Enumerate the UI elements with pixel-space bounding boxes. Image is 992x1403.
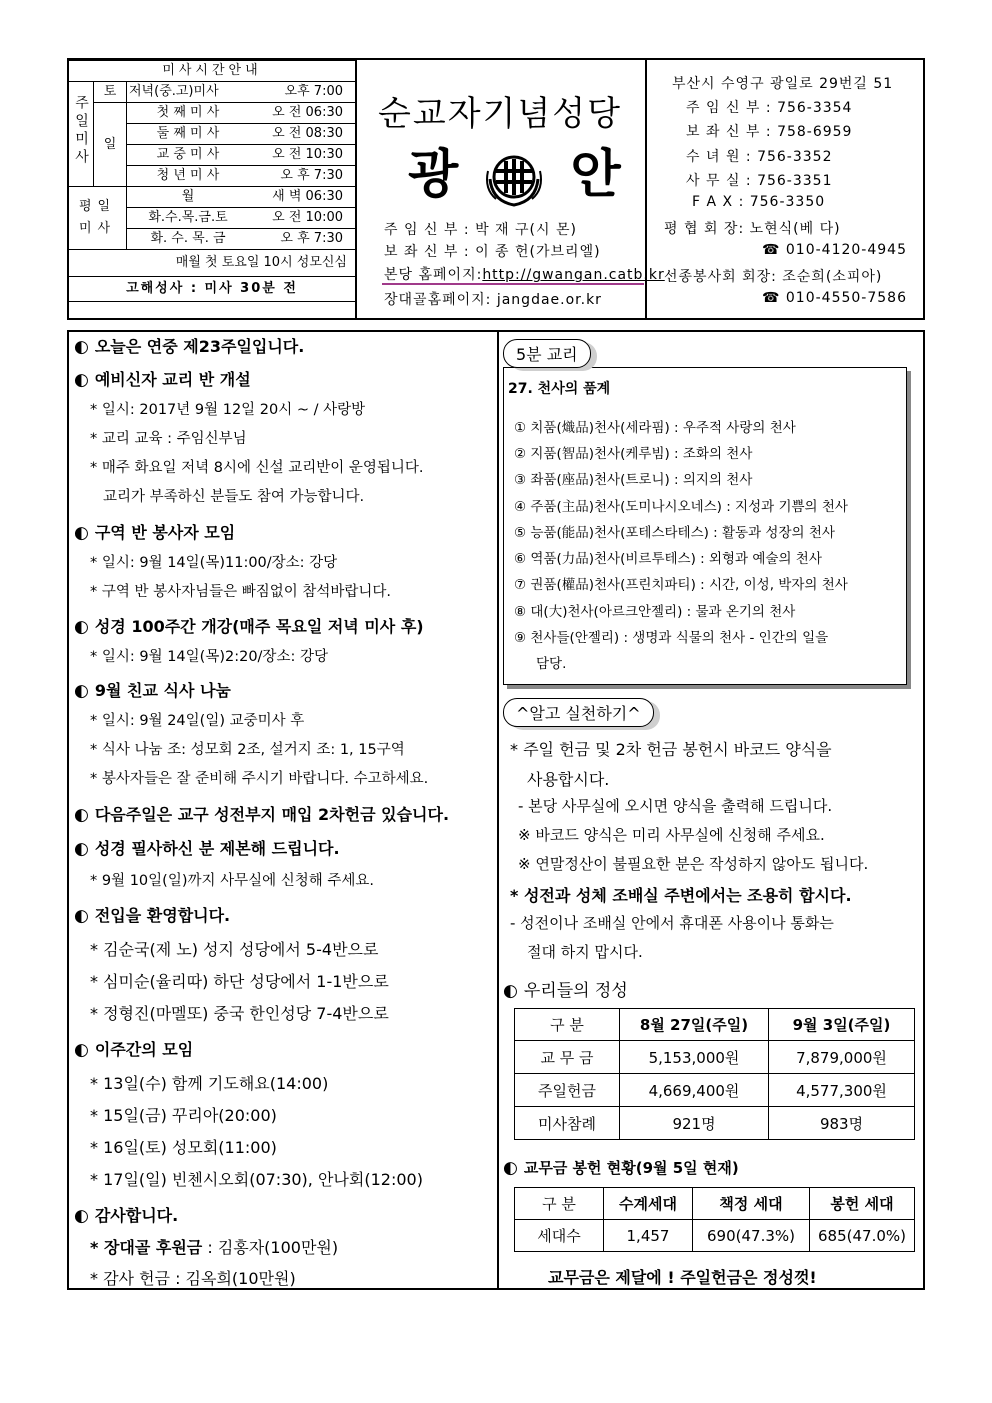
offering-cell: 미사참례 bbox=[515, 1107, 620, 1140]
section-diocese: ◐ 교무금 봉헌 현황(9월 5일 현재) bbox=[503, 1158, 739, 1178]
offering-cell: 5,153,000원 bbox=[620, 1041, 769, 1074]
mass-row-7: 화. 수. 목. 금 오 후 7:30 bbox=[127, 229, 356, 250]
catechism-item: ① 치품(熾品)천사(세라핌) : 우주적 사랑의 천사 bbox=[514, 420, 796, 436]
catechism-item: 담당. bbox=[536, 656, 567, 672]
welcome-item: * 김순국(제 노) 성지 성당에서 5-4반으로 bbox=[90, 940, 379, 959]
catechumen-item: * 일시: 2017년 9월 12일 20시 ~ / 사랑방 bbox=[90, 402, 366, 418]
church-title: 순교자기념성당 bbox=[378, 94, 622, 134]
practice-line: ※ 연말정산이 불필요한 분은 작성하지 않아도 됩니다. bbox=[518, 855, 869, 873]
catechism-item: ⑤ 능품(能品)천사(포테스타테스) : 활동과 성장의 천사 bbox=[514, 525, 835, 541]
catechism-item: ⑧ 대(大)천사(아르크안젤리) : 물과 온기의 천사 bbox=[514, 604, 796, 620]
diocese-cell: 세대수 bbox=[515, 1220, 604, 1252]
diocese-header: 봉헌 세대 bbox=[810, 1188, 915, 1220]
jangdae-homepage: 장대골홈페이지: jangdae.or.kr bbox=[384, 292, 602, 308]
mass-row-3: 교 중 미 사 오 전 10:30 bbox=[127, 145, 356, 166]
assistant-phone: 보 좌 신 부 : 758-6959 bbox=[686, 124, 853, 140]
mass-row-4: 청 년 미 사 오 후 7:30 bbox=[127, 166, 356, 187]
table-row bbox=[515, 1107, 915, 1140]
saturday-label: 토 bbox=[94, 82, 127, 103]
section-welcome: ◐ 전입을 환영합니다. bbox=[74, 906, 231, 926]
table-row bbox=[515, 1074, 915, 1107]
section-sunday: ◐ 오늘은 연중 제23주일입니다. bbox=[74, 337, 305, 357]
offering-cell: 921명 bbox=[620, 1107, 769, 1140]
section-district: ◐ 구역 반 봉사자 모임 bbox=[74, 523, 236, 543]
church-address: 부산시 수영구 광일로 29번길 51 bbox=[672, 76, 894, 92]
sunday-label: 주일미사 bbox=[69, 82, 94, 187]
catechism-title: 27. 천사의 품계 bbox=[508, 381, 611, 397]
mass-row-0: 저녁(중.고)미사 오후 7:00 bbox=[127, 82, 356, 103]
catechism-item: ⑥ 역품(力品)천사(비르투테스) : 외형과 예술의 천사 bbox=[514, 551, 822, 567]
practice-line: ※ 바코드 양식은 미리 사무실에 신청해 주세요. bbox=[518, 826, 825, 844]
offering-table bbox=[514, 1008, 915, 1140]
first-saturday: 매월 첫 토요일 10시 성모신심 bbox=[69, 250, 356, 277]
section-bible: ◐ 성경 100주간 개강(매주 목요일 저녁 미사 후) bbox=[74, 617, 424, 637]
offering-cell: 983명 bbox=[769, 1107, 915, 1140]
confession-note: 고해성사 : 미사 30분 전 bbox=[69, 277, 356, 302]
section-second-collection: ◐ 다음주일은 교구 성전부지 매입 2차헌금 있습니다. bbox=[74, 805, 450, 825]
catechism-item: ⑦ 권품(權品)천사(프린치파티) : 시간, 이성, 박자의 천사 bbox=[514, 577, 848, 593]
council-phone: ☎ 010-4120-4945 bbox=[762, 242, 907, 258]
diocese-header: 수계세대 bbox=[604, 1188, 693, 1220]
welcome-item: * 정형진(마멜또) 중국 한인성당 7-4반으로 bbox=[90, 1004, 389, 1023]
meeting-item: * 15일(금) 꾸리아(20:00) bbox=[90, 1106, 277, 1125]
diocese-footer: 교무금은 제달에 ! 주일헌금은 정성껏! bbox=[548, 1268, 817, 1287]
meal-item: * 식사 나눔 조: 성모회 2조, 설거지 조: 1, 15구역 bbox=[90, 742, 405, 758]
offering-header: 8월 27일(주일) bbox=[620, 1009, 769, 1041]
section-meal: ◐ 9월 친교 식사 나눔 bbox=[74, 681, 231, 701]
fax-number: F A X : 756-3350 bbox=[692, 194, 826, 210]
meal-item: * 봉사자들은 잘 준비해 주시기 바랍니다. 수고하세요. bbox=[90, 771, 429, 787]
catechumen-item: * 교리 교육 : 주임신부님 bbox=[90, 431, 247, 447]
mass-row-6: 화.수.목.금.토 오 전 10:00 bbox=[127, 208, 356, 229]
diocese-cell: 1,457 bbox=[604, 1220, 693, 1252]
catechism-item: ⑨ 천사들(안젤리) : 생명과 식물의 천사 - 인간의 일을 bbox=[514, 630, 829, 646]
welcome-item: * 심미순(율리따) 하단 성당에서 1-1반으로 bbox=[90, 972, 389, 991]
catechism-item: ④ 주품(主品)천사(도미나시오네스) : 지성과 기쁨의 천사 bbox=[514, 499, 848, 515]
practice-line: - 성전이나 조배실 안에서 휴대폰 사용이나 통화는 bbox=[510, 914, 834, 932]
weekday-label: 평일미사 bbox=[69, 187, 127, 250]
office-phone: 사 무 실 : 756-3351 bbox=[686, 173, 833, 189]
practice-line: 사용합시다. bbox=[527, 770, 610, 789]
convent-phone: 수 녀 원 : 756-3352 bbox=[686, 149, 833, 165]
offering-cell: 교 무 금 bbox=[515, 1041, 620, 1074]
mass-row-1: 첫 째 미 사 오 전 06:30 bbox=[127, 103, 356, 124]
meeting-item: * 16일(토) 성모회(11:00) bbox=[90, 1138, 277, 1157]
section-transcription: ◐ 성경 필사하신 분 제본해 드립니다. bbox=[74, 839, 340, 859]
bible-item: * 일시: 9월 14일(목)2:20/장소: 강당 bbox=[90, 649, 328, 665]
diocese-cell: 685(47.0%) bbox=[810, 1220, 915, 1252]
thanks-item: * 감사 헌금 : 김옥희(10만원) bbox=[90, 1269, 296, 1288]
mass-schedule-table bbox=[68, 60, 356, 302]
homepage-line: 본당 홈페이지:http://gwangan.catb.kr bbox=[384, 267, 665, 283]
assistant-info: 보 좌 신 부 : 이 종 헌(가브리엘) bbox=[384, 244, 601, 260]
catechism-pill: 5분 교리 bbox=[503, 339, 591, 368]
homepage-underline bbox=[382, 283, 644, 285]
table-row bbox=[515, 1041, 915, 1074]
catechumen-item: * 매주 화요일 저녁 8시에 신설 교리반이 운영됩니다. bbox=[90, 460, 424, 476]
transcription-item: * 9월 10일(일)까지 사무실에 신청해 주세요. bbox=[90, 873, 374, 889]
section-thanks: ◐ 감사합니다. bbox=[74, 1206, 179, 1226]
pastor-phone: 주 임 신 부 : 756-3354 bbox=[686, 100, 853, 116]
catechumen-item: 교리가 부족하신 분들도 참여 가능합니다. bbox=[103, 489, 365, 505]
church-name: 광 안 bbox=[408, 132, 621, 209]
meal-item: * 일시: 9월 24일(일) 교중미사 후 bbox=[90, 713, 305, 729]
catechism-item: ③ 좌품(座品)천사(트로니) : 의지의 천사 bbox=[514, 472, 753, 488]
offering-cell: 4,669,400원 bbox=[620, 1074, 769, 1107]
district-item: * 구역 반 봉사자님들은 빠짐없이 참석바랍니다. bbox=[90, 584, 392, 600]
catechism-item: ② 지품(智品)천사(케루빔) : 조화의 천사 bbox=[514, 446, 753, 462]
offering-cell: 4,577,300원 bbox=[769, 1074, 915, 1107]
mission-phone: ☎ 010-4550-7586 bbox=[762, 290, 907, 306]
schedule-title: 미사시간안내 bbox=[69, 61, 356, 82]
mass-row-2: 둘 째 미 사 오 전 08:30 bbox=[127, 124, 356, 145]
council-president: 평 협 회 장: 노현식(베 다) bbox=[664, 221, 841, 237]
diocese-cell: 690(47.3%) bbox=[693, 1220, 810, 1252]
diocese-header: 구 분 bbox=[515, 1188, 604, 1220]
offering-header: 구 분 bbox=[515, 1009, 620, 1041]
practice-line: - 본당 사무실에 오시면 양식을 출력해 드립니다. bbox=[518, 797, 833, 815]
pastor-info: 주 임 신 부 : 박 재 구(시 몬) bbox=[384, 222, 577, 238]
offering-cell: 주일헌금 bbox=[515, 1074, 620, 1107]
practice-line: * 주일 헌금 및 2차 헌금 봉헌시 바코드 양식을 bbox=[510, 740, 832, 759]
section-catechumen: ◐ 예비신자 교리 반 개설 bbox=[74, 370, 251, 390]
offering-cell: 7,879,000원 bbox=[769, 1041, 915, 1074]
section-meetings: ◐ 이주간의 모임 bbox=[74, 1040, 194, 1060]
sun-label: 일 bbox=[94, 103, 127, 187]
section-offering: ◐ 우리들의 정성 bbox=[503, 981, 628, 1001]
homepage-link[interactable]: http://gwangan.catb.kr bbox=[482, 267, 665, 283]
practice-pill: ^알고 실천하기^ bbox=[503, 698, 654, 727]
practice-line: * 성전과 성체 조배실 주변에서는 조용히 합시다. bbox=[510, 886, 852, 905]
meeting-item: * 13일(수) 함께 기도해요(14:00) bbox=[90, 1074, 329, 1093]
diocese-header: 책정 세대 bbox=[693, 1188, 810, 1220]
district-item: * 일시: 9월 14일(목)11:00/장소: 강당 bbox=[90, 555, 338, 571]
offering-header: 9월 3일(주일) bbox=[769, 1009, 915, 1041]
mass-row-5: 월 새 벽 06:30 bbox=[127, 187, 356, 208]
diocese-table bbox=[514, 1187, 915, 1252]
table-row bbox=[515, 1220, 915, 1252]
mission-president: 선종봉사회 회장: 조순희(소피아) bbox=[664, 269, 883, 285]
practice-line: 절대 하지 맙시다. bbox=[527, 943, 643, 961]
meeting-item: * 17일(일) 빈첸시오회(07:30), 안나회(12:00) bbox=[90, 1170, 423, 1189]
church-emblem-icon bbox=[482, 149, 546, 209]
body-divider bbox=[497, 331, 499, 1289]
thanks-item: * 장대골 후원금 : 김홍자(100만원) bbox=[90, 1238, 339, 1257]
